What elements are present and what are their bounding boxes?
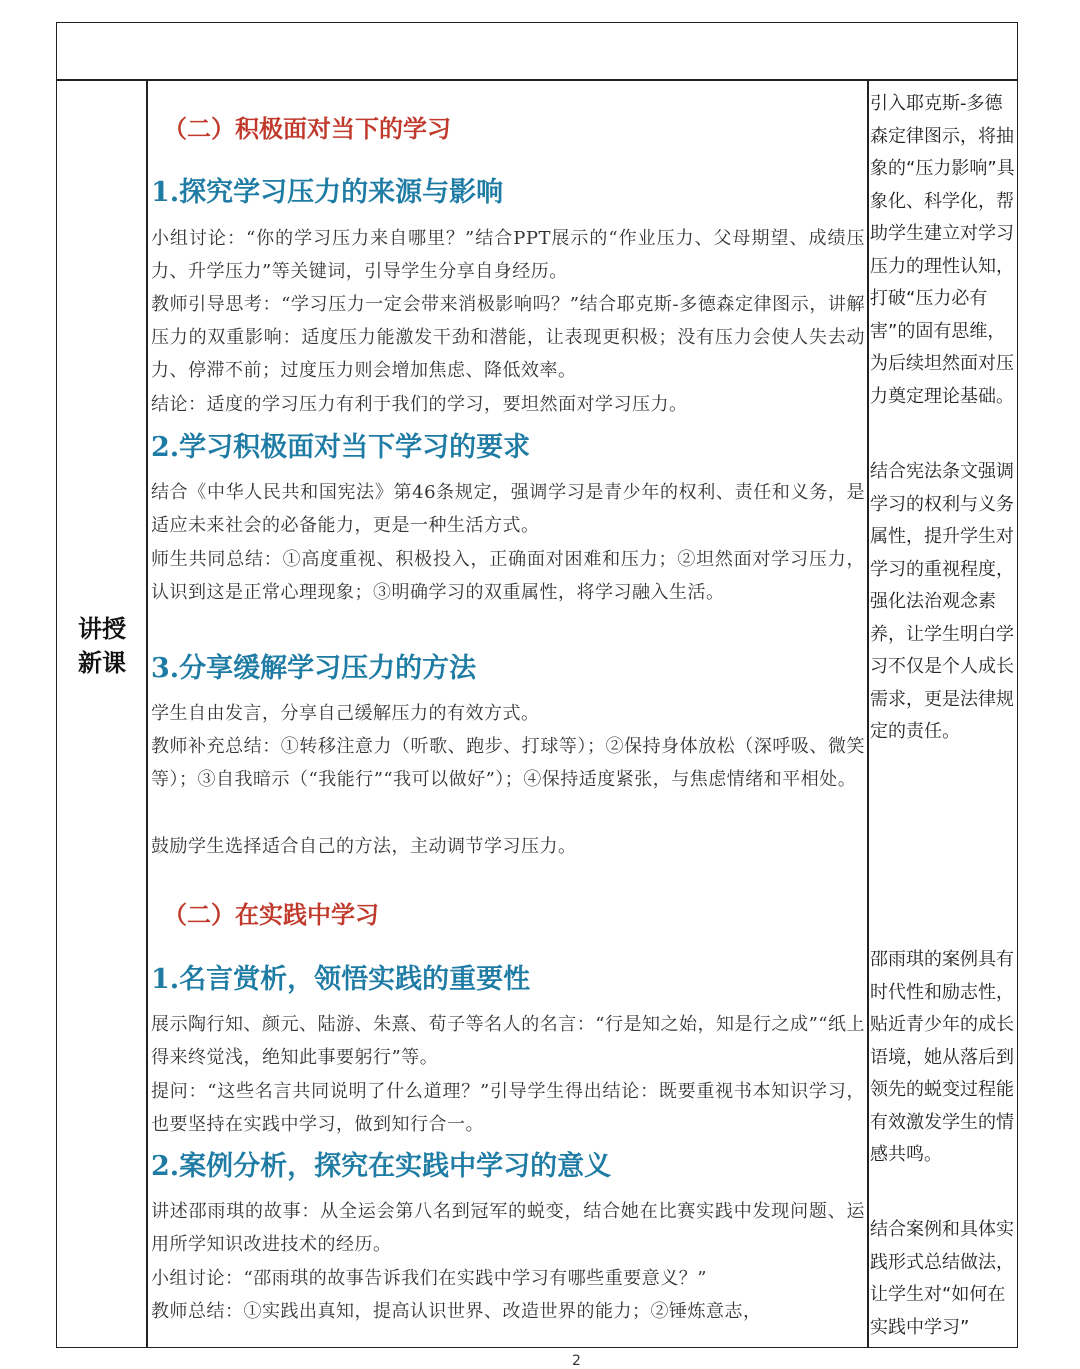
paragraph-1-3-1: 学生自由发言，分享自己缓解压力的有效方式。	[151, 703, 540, 724]
table-column-divider-right	[867, 79, 869, 1348]
subsection-title-2-2: 2.案例分析，探究在实践中学习的意义	[151, 1151, 612, 1182]
paragraph-1-1-3: 结论：适度的学习压力有利于我们的学习，要坦然面对学习压力。	[151, 394, 688, 415]
paragraph-2-2-1: 讲述邵雨琪的故事：从全运会第八名到冠军的蜕变，结合她在比赛实践中发现问题、运用所学知识改进技术的经历。	[151, 1201, 865, 1255]
page-number: 2	[572, 1353, 581, 1369]
section-title-2: （二）在实践中学习	[163, 901, 379, 929]
paragraph-1-3-3: 鼓励学生选择适合自己的方法，主动调节学习压力。	[151, 836, 577, 857]
subsection-title-1-2: 2.学习积极面对当下学习的要求	[151, 432, 531, 463]
side-note-4: 结合案例和具体实践形式总结做法，让学生对“如何在实践中学习”	[870, 1219, 1014, 1338]
paragraph-2-1-1: 展示陶行知、颜元、陆游、朱熹、荀子等名人的名言：“行是知之始，知是行之成”“纸上得来终觉浅，绝知此事要躬行”等。	[151, 1014, 865, 1068]
side-note-3: 邵雨琪的案例具有时代性和励志性，贴近青少年的成长语境，她从落后到领先的蜕变过程能有效激发学生的情感共鸣。	[870, 949, 1014, 1165]
row-label-line1: 讲授	[78, 615, 126, 643]
paragraph-1-3-2: 教师补充总结：①转移注意力（听歌、跑步、打球等）；②保持身体放松（深呼吸、微笑等）；③自我暗示（“我能行”“我可以做好”）；④保持适度紧张，与焦虑情绪和平相处。	[151, 736, 865, 790]
subsection-title-2-1: 1.名言赏析，领悟实践的重要性	[151, 964, 531, 995]
subsection-title-1-1: 1.探究学习压力的来源与影响	[151, 177, 504, 208]
section-title-1: （二）积极面对当下的学习	[163, 115, 451, 143]
paragraph-2-2-3: 教师总结：①实践出真知，提高认识世界、改造世界的能力；②锤炼意志，	[151, 1301, 762, 1322]
row-label-line2: 新课	[78, 649, 126, 677]
table-row-divider	[56, 79, 1018, 81]
paragraph-2-2-2: 小组讨论：“邵雨琪的故事告诉我们在实践中学习有哪些重要意义？”	[151, 1268, 707, 1289]
side-note-2: 结合宪法条文强调学习的权利与义务属性，提升学生对学习的重视程度，强化法治观念素养，让学生明白学习不仅是个人成长需求，更是法律规定的责任。	[870, 461, 1014, 742]
side-note-1: 引入耶克斯-多德森定律图示，将抽象的“压力影响”具象化、科学化，帮助学生建立对学习压力的理性认知，打破“压力必有害”的固有思维，为后续坦然面对压力奠定理论基础。	[870, 93, 1015, 407]
subsection-title-1-3: 3.分享缓解学习压力的方法	[151, 653, 477, 684]
table-column-divider-left	[146, 79, 148, 1348]
paragraph-2-1-2: 提问：“这些名言共同说明了什么道理？”引导学生得出结论：既要重视书本知识学习，也要坚持在实践中学习，做到知行合一。	[151, 1081, 865, 1135]
paragraph-1-2-1: 结合《中华人民共和国宪法》第46条规定，强调学习是青少年的权利、责任和义务，是适应未来社会的必备能力，更是一种生活方式。	[151, 482, 865, 536]
paragraph-1-1-2: 教师引导思考：“学习压力一定会带来消极影响吗？”结合耶克斯-多德森定律图示，讲解压力的双重影响：适度压力能激发干劲和潜能，让表现更积极；没有压力会使人失去动力、停滞不前；过度压力则会增加焦虑、降低效率。	[151, 294, 865, 381]
paragraph-1-1-1: 小组讨论：“你的学习压力来自哪里？”结合PPT展示的“作业压力、父母期望、成绩压力、升学压力”等关键词，引导学生分享自身经历。	[151, 228, 865, 282]
row-label	[58, 612, 146, 680]
paragraph-1-2-2: 师生共同总结：①高度重视、积极投入，正确面对困难和压力；②坦然面对学习压力，认识到这是正常心理现象；③明确学习的双重属性，将学习融入生活。	[151, 549, 865, 603]
